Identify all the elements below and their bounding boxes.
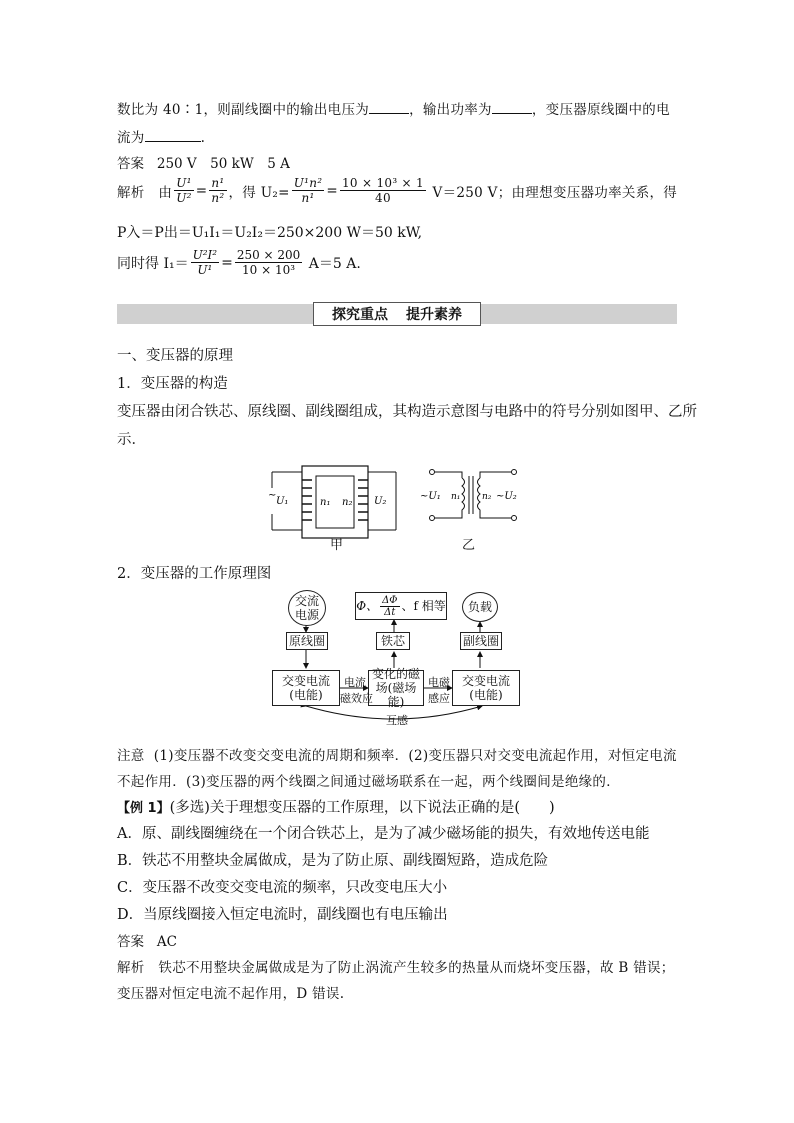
answer-value: 250 V 50 kW 5 A <box>156 156 290 172</box>
label-n1: n₁ <box>320 497 331 508</box>
flow-secondary-coil: 副线圈 <box>460 632 502 650</box>
intro-line-2 <box>117 126 205 146</box>
analysis-1-line-3 <box>117 248 361 277</box>
analysis-2-line-1 <box>117 956 675 976</box>
secondary-coil-icon <box>358 480 368 520</box>
example-question: (多选)关于理想变压器的工作原理，以下说法正确的是( ) <box>169 800 555 816</box>
flow-iron-core: 铁芯 <box>376 632 410 650</box>
fraction: $\frac{\text{U²I²}}{\text{U¹}}$ <box>192 248 218 277</box>
answer-value: AC <box>156 934 177 950</box>
analysis-text: ，得 U₂= <box>228 184 290 201</box>
flow-label: 、f 相等 <box>401 599 446 613</box>
ac-source-icon: ∼ <box>268 490 277 501</box>
banner-right-text: 提升素养 <box>406 307 462 323</box>
label-u1: ~U₁ <box>420 491 441 502</box>
equals-sign: = <box>326 182 338 199</box>
answer-blank <box>369 99 409 114</box>
analysis-text: 同时得 I₁＝ <box>117 255 189 272</box>
analysis-text: 铁芯不用整块金属做成是为了防止涡流产生较多的热量从而烧坏变压器，故 B 错误； <box>158 960 675 976</box>
answer-blank <box>492 99 532 114</box>
flow-label: 交流 <box>294 594 319 608</box>
terminal-icon <box>512 516 517 521</box>
note-line-2: 不起作用．(3)变压器的两个线圈之间通过磁场联系在一起，两个线圈间是绝缘的． <box>117 774 621 790</box>
figure-caption-jia: 甲 <box>330 538 344 553</box>
section-title: 一、变压器的原理 <box>117 348 233 364</box>
flow-primary-coil: 原线圈 <box>286 632 328 650</box>
answer-1 <box>117 152 290 172</box>
analysis-text: 由 <box>158 184 173 201</box>
paragraph-line: 变压器由闭合铁芯、原线圈、副线圈组成，其构造示意图与电路中的符号分别如图甲、乙所 <box>117 404 697 420</box>
flow-equal-quantities <box>355 592 447 620</box>
flow-label-induction: 感应 <box>428 692 450 705</box>
intro-text: ，输出功率为 <box>409 102 492 118</box>
fraction: $\frac{\text{U¹n²}}{\text{n¹}}$ <box>293 176 323 205</box>
intro-text: 数比为 40∶1，则副线圈中的输出电压为 <box>117 102 370 118</box>
label-u2: U₂ <box>374 496 387 507</box>
option-b: B．铁芯不用整块金属做成，是为了防止原、副线圈短路，造成危险 <box>117 853 549 869</box>
flow-label: (电能) <box>289 688 323 702</box>
primary-coil-icon <box>302 480 312 520</box>
fraction: $\frac{\text{U¹}}{\text{U²}}$ <box>176 176 192 205</box>
flow-ac-source <box>288 590 326 626</box>
answer-blank <box>145 127 201 142</box>
label-u2: ~U₂ <box>496 491 517 502</box>
subsection-2-title: 2．变压器的工作原理图 <box>117 566 272 582</box>
analysis-2-line-2: 变压器对恒定电流不起作用，D 错误. <box>117 986 345 1002</box>
subsection-1-title: 1．变压器的构造 <box>117 376 228 392</box>
equals-sign: = <box>221 254 233 271</box>
fraction: $\frac{\Delta\Phi}{\Delta t}$ <box>382 594 398 618</box>
flow-changing-magnetic-field <box>368 667 424 709</box>
label-u1: U₁ <box>276 496 289 507</box>
intro-text: . <box>200 130 206 146</box>
flow-load: 负载 <box>462 592 498 622</box>
flow-label-em: 电磁 <box>428 676 450 689</box>
label-n2: n₂ <box>482 492 492 502</box>
fraction: $\frac{\text{n¹}}{\text{n²}}$ <box>211 176 225 205</box>
flow-label-mutual-induction: 互感 <box>386 714 408 727</box>
fraction: $\frac{250 \times 200}{\text{10 × 10³}}$ <box>236 248 301 277</box>
intro-text: ，变压器原线圈中的电 <box>531 102 670 118</box>
flow-label-current: 电流 <box>344 676 366 689</box>
primary-coil-symbol-icon <box>462 478 465 512</box>
flow-label: 电源 <box>294 608 319 622</box>
intro-text: 流为 <box>117 130 145 146</box>
flow-ac-current-electric-energy-left <box>272 670 340 706</box>
terminal-icon <box>430 470 435 475</box>
option-c: C．变压器不改变交变电流的频率，只改变电压大小 <box>117 880 448 896</box>
answer-label: 答案 <box>117 156 144 172</box>
analysis-text: A＝5 A. <box>308 255 361 272</box>
label-n2: n₂ <box>342 497 353 508</box>
flow-label: Φ、 <box>356 599 379 613</box>
flow-label: 场(磁场能) <box>375 681 417 709</box>
secondary-coil-symbol-icon <box>478 478 481 512</box>
figure-caption-yi: 乙 <box>462 538 476 553</box>
section-banner-title <box>313 302 481 326</box>
example-tag: 【例 1】 <box>117 801 170 816</box>
example-stem <box>117 796 555 817</box>
flow-ac-current-electric-energy-right <box>452 670 520 706</box>
flow-label: 变化的磁 <box>371 667 420 681</box>
analysis-text: P入＝P出＝U₁I₁＝U₂I₂＝250×200 W＝50 kW, <box>117 225 423 241</box>
fraction: $\frac{\text{10 × 10³ × 1}}{40}$ <box>342 176 424 205</box>
flow-label: (电能) <box>469 688 503 702</box>
equals-sign: = <box>195 182 208 199</box>
paragraph-line: 示． <box>117 432 146 448</box>
iron-core-outer <box>302 466 368 538</box>
label-n1: n₁ <box>451 492 461 502</box>
analysis-label: 解析 <box>117 960 145 976</box>
banner-left-text: 探究重点 <box>332 307 388 323</box>
flow-label: 交变电流 <box>461 674 510 688</box>
answer-label: 答案 <box>117 934 144 950</box>
option-a: A．原、副线圈缠绕在一个闭合铁芯上，是为了减少磁场能的损失，有效地传送电能 <box>117 826 650 842</box>
note-label: 注意 <box>117 748 145 764</box>
terminal-icon <box>430 516 435 521</box>
analysis-text: V＝250 V；由理想变压器功率关系，得 <box>432 184 678 201</box>
flow-label: 交变电流 <box>281 674 330 688</box>
note-text: (1)变压器不改变交变电流的周期和频率．(2)变压器只对交变电流起作用，对恒定电流 <box>153 748 677 764</box>
option-d: D．当原线圈接入恒定电流时，副线圈也有电压输出 <box>117 907 448 923</box>
analysis-1-line-1 <box>117 176 677 205</box>
terminal-icon <box>512 470 517 475</box>
transformer-symbol-yi <box>420 462 530 528</box>
intro-line-1 <box>117 98 670 118</box>
answer-2 <box>117 930 177 950</box>
analysis-label: 解析 <box>117 184 145 201</box>
note-line-1 <box>117 744 677 764</box>
flow-label-magnetic-effect: 磁效应 <box>340 692 373 705</box>
analysis-1-line-2 <box>117 222 422 242</box>
